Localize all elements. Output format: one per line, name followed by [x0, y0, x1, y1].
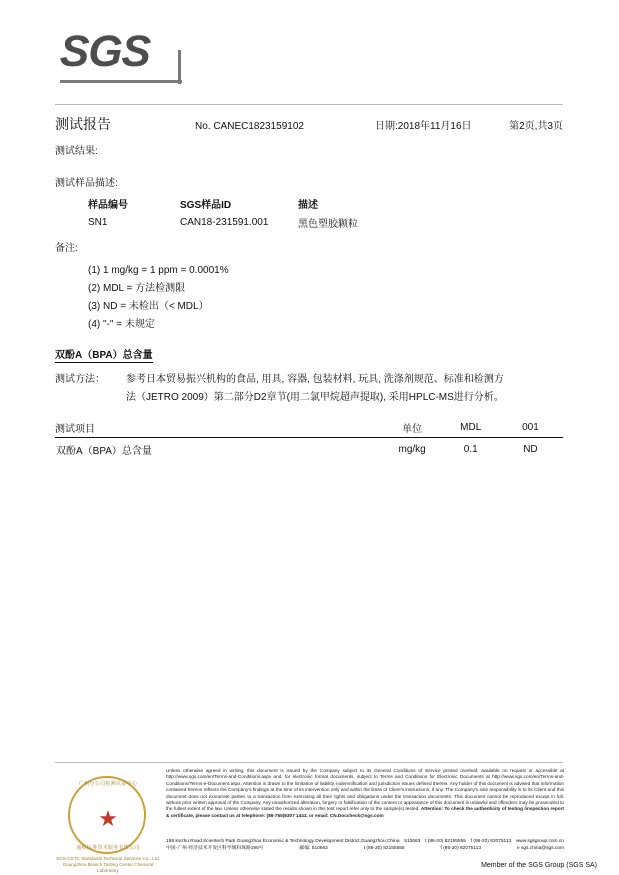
test-method-line-2: 法（JETRO 2009）第二部分D2章节(用二氯甲烷超声提取), 采用HPLC-MS进行分析。 [126, 392, 504, 403]
report-number: No. CANEC1823159102 [195, 121, 304, 132]
footer-address [166, 838, 564, 852]
address-en-tel: t (86-20) 82155555 [425, 839, 466, 844]
stamp-arc-top-text: 广州分公司检测认证中心 [78, 781, 138, 787]
sample-table [88, 196, 432, 230]
star-icon: ★ [98, 805, 118, 831]
results-label: 测试结果: [55, 146, 98, 157]
sgs-logo [60, 28, 182, 84]
cell-result: ND [523, 444, 538, 455]
report-header [55, 114, 563, 134]
logo-vertical-bar [178, 50, 181, 84]
legal-text: Unless otherwise agreed in writing, this document is issued by the Company subject to its General Conditions of Service printed overleaf, available on request or accessible at http://www.sgs.com/en/Terms-and-Conditions.aspx and, for electronic format documents, subject to Terms and Conditions for Electronic Documents at http://www.sgs.com/en/Terms-and-Conditions/Terms-e-Document.aspx. Attention is drawn to the limitation of liability, indemnification and jurisdiction issues defined therein. Any holder of this document is advised that information contained hereon reflects the Company's findings at the time of its intervention only and within the limits of Client's instructions, if any. The Company's sole responsibility is to its Client and this document does not exonerate parties to a transaction from exercising all their rights and obligations under the transaction documents. This document cannot be reproduced except in full, without prior written approval of the Company. Any unauthorized alteration, forgery or falsification of the content or appearance of this document is unlawful and offenders may be prosecuted to the fullest extent of the law. Unless otherwise stated the results shown in this test report refer only to the sample(s) tested. [166, 768, 564, 812]
cell-unit: mg/kg [398, 444, 426, 455]
cell-sgs-id: CAN18-231591.001 [180, 217, 269, 228]
table-header-row [55, 420, 563, 438]
col-sample-001: 001 [498, 420, 563, 438]
address-line-en [166, 838, 564, 845]
address-cn-tel: t (86-20) 82155555 [363, 846, 405, 851]
sgs-logo-text: SGS [59, 27, 151, 76]
col-sample-no: 样品编号 [88, 200, 128, 211]
address-en-web: www.sgsgroup.com.cn [515, 839, 564, 844]
test-method-label: 测试方法： [55, 374, 105, 385]
address-en: 198 Kezhu Road,Scientech Park Guangzhou Economic & Technology Development District,Guangzhou,China [166, 839, 400, 844]
header-divider [55, 104, 563, 105]
remarks-list [88, 262, 229, 334]
cell-description: 黑色塑胶颗粒 [298, 219, 358, 230]
address-line-cn [166, 845, 564, 852]
legal-verify-text: To check the authenticity of testing /inspection report & certificate, please contact us at telephone: (86-755)8307 1443, or email: CN.Doccheck@sgs.com [166, 806, 564, 818]
col-test-item: 测试项目 [55, 420, 381, 438]
stamp-caption-line-2: Guangzhou Branch Testing Center Chemical Laboratory [62, 862, 154, 873]
legal-disclaimer [166, 768, 564, 819]
cell-sample-no: SN1 [88, 217, 108, 228]
legal-attention-label: Attention: [420, 806, 444, 812]
table-row [55, 438, 563, 459]
logo-underline [60, 80, 182, 83]
address-cn-zip: 邮编: 510663 [299, 846, 328, 851]
test-method-line-1: 参考日本贸易振兴机构的食品, 用具, 容器, 包装材料, 玩具, 洗涤剂规范、标准和检测方 [126, 374, 504, 385]
table-header-row [88, 196, 432, 215]
report-date: 日期:2018年11月16日 [375, 121, 472, 132]
address-en-zip: 510663 [404, 839, 421, 844]
stamp-caption [56, 856, 160, 874]
col-unit: 单位 [381, 420, 444, 438]
cell-test-item: 双酚A（BPA）总含量 [56, 446, 152, 457]
address-cn-fax: f (86-20) 82075113 [440, 846, 481, 851]
stamp-caption-line-1: SGS-CSTC Standards Technical Services Co., Ltd. [56, 856, 160, 861]
address-cn: 中国·广州·经济技术开发区科学城科珠路198号 [166, 846, 264, 851]
page-title: 测试报告 [55, 116, 111, 132]
address-en-fax: f (86-20) 82075113 [470, 839, 512, 844]
stamp-arc-bottom-text: 通标标准技术服务有限公司 [76, 845, 140, 851]
results-table [55, 420, 563, 458]
col-mdl: MDL [444, 420, 498, 438]
member-note: Member of the SGS Group (SGS SA) [481, 862, 597, 869]
list-item: (2) MDL = 方法检测限 [88, 283, 186, 294]
col-description: 描述 [298, 200, 318, 211]
list-item: (1) 1 mg/kg = 1 ppm = 0.0001% [88, 265, 229, 276]
col-sgs-id: SGS样品ID [180, 200, 232, 211]
list-item: (4) "-" = 未规定 [88, 319, 155, 330]
footer-divider [55, 762, 563, 763]
list-item: (3) ND = 未检出（< MDL） [88, 301, 209, 312]
company-stamp [56, 772, 160, 873]
address-cn-email: e sgs.china@sgs.com [516, 846, 564, 851]
remarks-label: 备注: [55, 243, 78, 254]
table-row [88, 215, 432, 230]
section-heading-bpa: 双酚A（BPA）总含量 [55, 346, 153, 363]
sample-description-label: 测试样品描述: [55, 178, 118, 189]
cell-mdl: 0.1 [463, 444, 478, 455]
page-indicator: 第2页,共3页 [509, 121, 563, 132]
